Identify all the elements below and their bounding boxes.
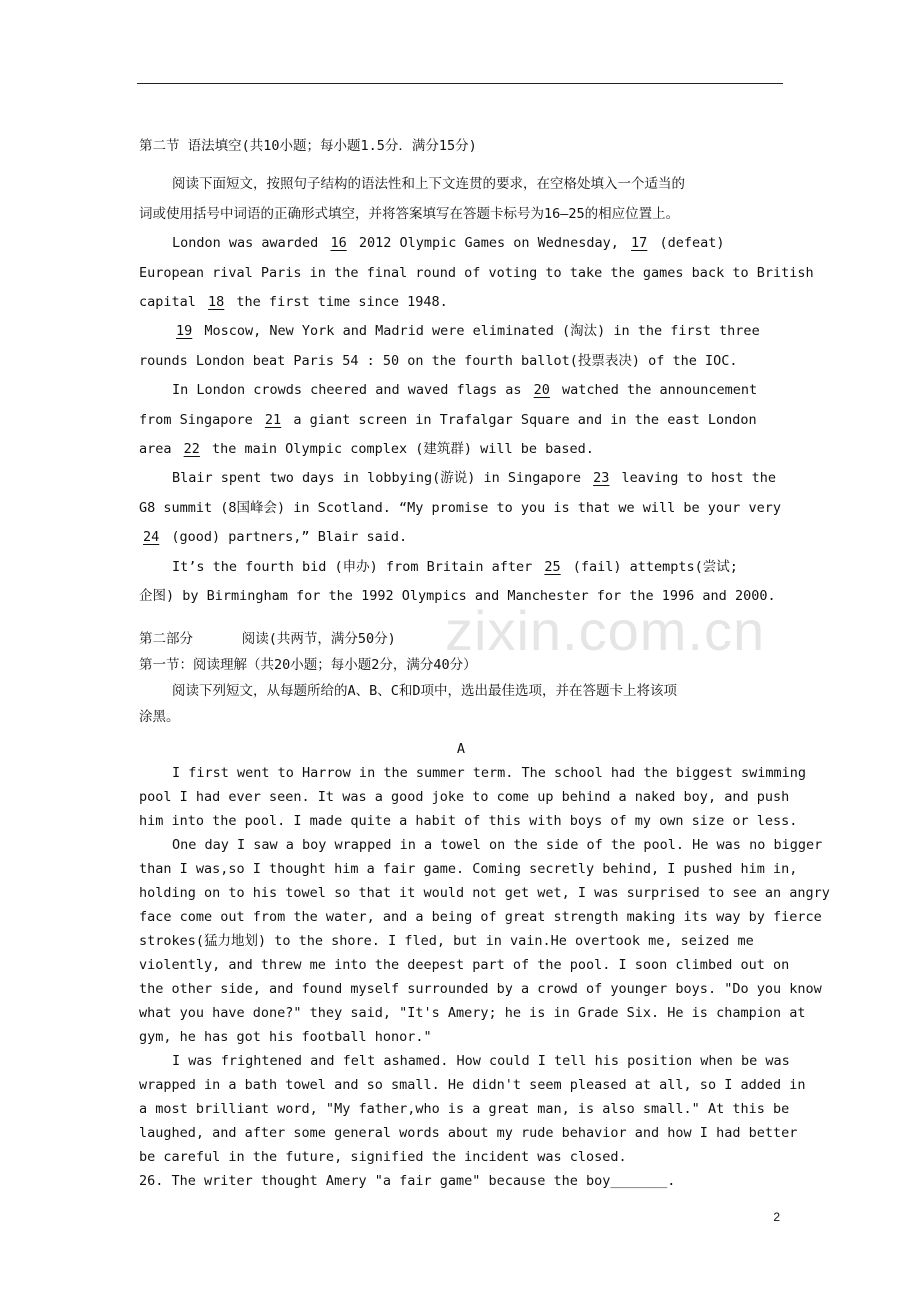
header-rule	[137, 83, 783, 84]
passage-line: be careful in the future, signified the incident was closed.	[139, 1149, 627, 1165]
paragraph-line: area 22 the main Olympic complex (建筑群) will be based.	[139, 435, 783, 464]
passage-line: laughed, and after some general words about my rude behavior and how I had better	[139, 1125, 798, 1141]
passage-a	[139, 737, 830, 1193]
passage-line: holding on to his towel so that it would not get wet, I was surprised to see an angry	[139, 885, 830, 901]
passage-letter: A	[456, 741, 466, 757]
passage-line: what you have done?" they said, "It's Amery; he is in Grade Six. He is champion at	[139, 1005, 806, 1021]
blank-21[interactable]: 21	[264, 411, 282, 428]
blank-18[interactable]: 18	[208, 294, 225, 311]
paragraph-line: It’s the fourth bid (申办) from Britain after 25 (fail) attempts(尝试;	[139, 553, 783, 582]
paragraph-line: capital 18 the first time since 1948.	[139, 288, 783, 317]
blank-23[interactable]: 23	[593, 470, 610, 487]
paragraph-line: 19 Moscow, New York and Madrid were eliminated (淘汰) in the first three	[139, 317, 783, 346]
blank-20[interactable]: 20	[533, 382, 550, 399]
section-heading: 第二节 语法填空(共10小题；每小题1.5分．满分15分)	[139, 138, 477, 154]
watermark: zixin.com.cn	[445, 599, 766, 662]
question-26: 26. The writer thought Amery "a fair game" because the boy_______.	[139, 1173, 676, 1189]
grammar-section	[139, 132, 814, 612]
subsection-heading: 第一节：阅读理解（共20小题；每小题2分，满分40分）	[139, 657, 477, 673]
paragraph-line: 企图) by Birmingham for the 1992 Olympics and Manchester for the 1996 and 2000.	[139, 588, 776, 605]
blank-19[interactable]: 19	[176, 323, 193, 340]
paragraph-line: In London crowds cheered and waved flags as 20 watched the announcement	[139, 376, 783, 405]
passage-line: I was frightened and felt ashamed. How could I tell his position when be was	[172, 1053, 790, 1069]
reading-part	[139, 626, 783, 730]
paragraph-line: London was awarded 16 2012 Olympic Games on Wednesday, 17 (defeat)	[139, 229, 783, 258]
instruction-line: 涂黑。	[139, 709, 180, 725]
blank-17[interactable]: 17	[631, 235, 648, 252]
part-heading: 第二部分 阅读(共两节，满分50分)	[139, 631, 396, 647]
passage-line: strokes(猛力地划) to the shore. I fled, but in vain.He overtook me, seized me	[139, 933, 754, 949]
passage-line: pool I had ever seen. It was a good joke to come up behind a naked boy, and push	[139, 789, 790, 805]
passage-line: I first went to Harrow in the summer term. The school had the biggest swimming	[172, 765, 806, 781]
passage-line: face come out from the water, and a being of great strength making its way by fierce	[139, 909, 822, 925]
paragraph-line: rounds London beat Paris 54 : 50 on the fourth ballot(投票表决) of the IOC.	[139, 352, 738, 369]
passage-line: him into the pool. I made quite a habit of this with boys of my own size or less.	[139, 813, 798, 829]
paragraph-line: European rival Paris in the final round of voting to take the games back to British	[139, 264, 814, 281]
passage-line: violently, and threw me into the deepest part of the pool. I soon climbed out on	[139, 957, 790, 973]
paragraph-line: from Singapore 21 a giant screen in Trafalgar Square and in the east London	[139, 406, 783, 435]
paragraph-line: Blair spent two days in lobbying(游说) in Singapore 23 leaving to host the	[139, 464, 783, 493]
blank-25[interactable]: 25	[544, 558, 561, 575]
instruction-line: 阅读下列短文，从每题所给的A、B、C和D项中，选出最佳选项，并在答题卡上将该项	[172, 683, 678, 699]
passage-line: a most brilliant word, "My father,who is a great man, is also small." At this be	[139, 1101, 790, 1117]
passage-line: One day I saw a boy wrapped in a towel on the side of the pool. He was no bigger	[172, 837, 823, 853]
paragraph-line: 24 (good) partners,” Blair said.	[139, 523, 783, 552]
passage-line: wrapped in a bath towel and so small. He didn't seem pleased at all, so I added in	[139, 1077, 806, 1093]
blank-22[interactable]: 22	[183, 441, 200, 458]
paragraph-line: G8 summit (8国峰会) in Scotland. “My promise to you is that we will be your very	[139, 499, 781, 516]
instruction-line: 阅读下面短文，按照句子结构的语法性和上下文连贯的要求，在空格处填入一个适当的	[172, 176, 685, 193]
passage-line: the other side, and found myself surrounded by a crowd of younger boys. "Do you know	[139, 981, 822, 997]
page-number: 2	[773, 1210, 780, 1224]
blank-16[interactable]: 16	[330, 235, 347, 252]
instruction-line: 词或使用括号中词语的正确形式填空，并将答案填写在答题卡标号为16—25的相应位置上。	[139, 205, 680, 222]
passage-line: than I was,so I thought him a fair game. Coming secretly behind, I pushed him in,	[139, 861, 798, 877]
passage-line: gym, he has got his football honor."	[139, 1029, 432, 1045]
blank-24[interactable]: 24	[143, 529, 160, 546]
